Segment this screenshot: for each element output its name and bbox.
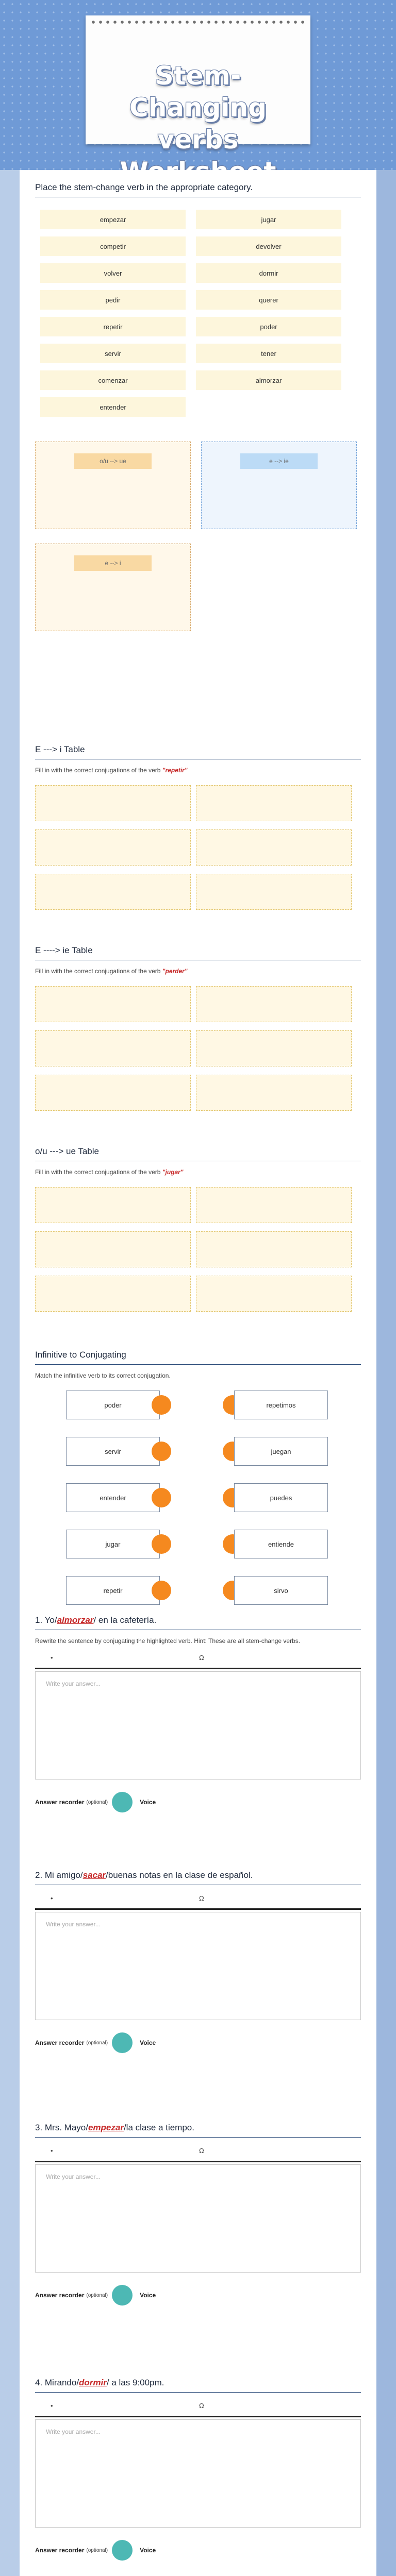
conjugation-cell[interactable] xyxy=(35,1231,191,1267)
question-sentence xyxy=(35,1615,361,1630)
match-right-item[interactable]: sirvo xyxy=(234,1576,328,1605)
editor-toolbar xyxy=(35,2145,361,2162)
match-right-item[interactable]: repetimos xyxy=(234,1391,328,1419)
section-title: o/u ---> ue Table xyxy=(35,1146,361,1161)
conjugation-cell[interactable] xyxy=(35,874,191,910)
verb-chip[interactable]: dormir xyxy=(196,263,341,283)
match-connector-dot[interactable] xyxy=(152,1395,171,1415)
answer-placeholder: Write your answer... xyxy=(46,2173,101,2180)
worksheet-title: Stem-Changing verbs xyxy=(129,61,267,155)
verb-chip[interactable]: servir xyxy=(40,344,186,363)
matching-section xyxy=(35,1350,361,1617)
worksheet-sheet xyxy=(20,170,376,2576)
answer-recorder xyxy=(35,2032,361,2053)
section-title: Infinitive to Conjugating xyxy=(35,1350,361,1365)
target-verb: "repetir" xyxy=(162,767,188,774)
recorder-label: Answer recorder xyxy=(35,2292,85,2299)
match-connector-dot[interactable] xyxy=(152,1534,171,1554)
conjugation-grid xyxy=(35,986,361,1111)
optional-label: (optional) xyxy=(86,2547,108,2553)
sort-prompt: Place the stem-change verb in the appropriate category. xyxy=(35,182,361,197)
highlighted-verb: almorzar xyxy=(57,1615,94,1625)
answer-placeholder: Write your answer... xyxy=(46,1921,101,1928)
optional-label: (optional) xyxy=(86,2292,108,2298)
conjugation-cell[interactable] xyxy=(35,829,191,866)
sentence-start: 4. Mirando/ xyxy=(35,2378,79,2387)
conjugation-cell[interactable] xyxy=(196,874,352,910)
verb-chip[interactable]: volver xyxy=(40,263,186,283)
target-verb: "perder" xyxy=(162,968,188,975)
rewrite-question xyxy=(35,1615,361,1812)
category-drop-zone[interactable] xyxy=(35,442,191,529)
match-right-item[interactable]: puedes xyxy=(234,1483,328,1512)
match-left-item[interactable]: entender xyxy=(66,1483,160,1512)
section-title: E ----> ie Table xyxy=(35,945,361,960)
conjugation-cell[interactable] xyxy=(196,1030,352,1066)
voice-label[interactable]: Voice xyxy=(140,2292,156,2299)
special-char-tool[interactable]: Ω xyxy=(199,1654,204,1662)
category-label: o/u --> ue xyxy=(74,453,152,469)
title-notepad xyxy=(86,15,310,155)
highlighted-verb: dormir xyxy=(79,2378,107,2387)
conjugation-cell[interactable] xyxy=(35,1075,191,1111)
conjugation-cell[interactable] xyxy=(35,986,191,1022)
sentence-end: /la clase a tiempo. xyxy=(123,2123,194,2132)
voice-label[interactable]: Voice xyxy=(140,2547,156,2554)
sentence-end: / a las 9:00pm. xyxy=(106,2378,164,2387)
conjugation-cell[interactable] xyxy=(196,1276,352,1312)
rewrite-question xyxy=(35,2378,361,2561)
editor-toolbar xyxy=(35,2400,361,2417)
instruction-text: Fill in with the correct conjugations of the verb xyxy=(35,1168,162,1176)
verb-chip[interactable]: poder xyxy=(196,317,341,336)
sentence-end: /buenas notas en la clase de español. xyxy=(106,1870,253,1880)
answer-placeholder: Write your answer... xyxy=(46,2428,101,2435)
answer-placeholder: Write your answer... xyxy=(46,1680,101,1687)
conjugation-cell[interactable] xyxy=(35,785,191,821)
conjugation-grid xyxy=(35,785,361,910)
highlighted-verb: empezar xyxy=(88,2123,124,2132)
sentence-start: 3. Mrs. Mayo/ xyxy=(35,2123,88,2132)
verb-chip[interactable]: querer xyxy=(196,290,341,310)
conjugation-cell[interactable] xyxy=(196,785,352,821)
question-sentence xyxy=(35,2378,361,2393)
match-left-item[interactable]: poder xyxy=(66,1391,160,1419)
target-verb: "jugar" xyxy=(162,1168,184,1176)
section-title: E ---> i Table xyxy=(35,744,361,759)
section-instructions xyxy=(35,1168,361,1176)
e-ie-table-section xyxy=(35,945,361,1111)
e-i-table-section xyxy=(35,744,361,910)
special-char-tool[interactable]: Ω xyxy=(199,2147,204,2155)
verb-chip[interactable]: almorzar xyxy=(196,370,341,390)
match-connector-dot[interactable] xyxy=(152,1488,171,1507)
sort-section xyxy=(35,182,361,648)
category-drop-zone[interactable] xyxy=(35,544,191,631)
verb-chip[interactable]: repetir xyxy=(40,317,186,336)
question-sentence xyxy=(35,2123,361,2138)
editor-toolbar xyxy=(35,1652,361,1669)
sentence-start: 1. Yo/ xyxy=(35,1615,57,1625)
editor-toolbar xyxy=(35,1892,361,1910)
optional-label: (optional) xyxy=(86,2040,108,2046)
conjugation-cell[interactable] xyxy=(196,1187,352,1223)
conjugation-cell[interactable] xyxy=(35,1187,191,1223)
rewrite-question xyxy=(35,2123,361,2306)
matching-area xyxy=(35,1391,361,1617)
match-left-item[interactable]: servir xyxy=(66,1437,160,1466)
match-right-item[interactable]: juegan xyxy=(234,1437,328,1466)
answer-textarea[interactable] xyxy=(35,1912,361,2020)
sentence-end: / en la cafetería. xyxy=(93,1615,157,1625)
category-label: e --> ie xyxy=(240,453,318,469)
conjugation-cell[interactable] xyxy=(196,1231,352,1267)
conjugation-cell[interactable] xyxy=(35,1030,191,1066)
highlighted-verb: sacar xyxy=(82,1870,106,1880)
bullet-tool[interactable]: • xyxy=(51,1654,53,1662)
microphone-icon[interactable] xyxy=(112,1792,133,1812)
verb-chip[interactable]: empezar xyxy=(40,210,186,229)
special-char-tool[interactable]: Ω xyxy=(199,1894,204,1902)
verb-chip[interactable]: entender xyxy=(40,397,186,417)
match-left-item[interactable]: repetir xyxy=(66,1576,160,1605)
verb-chip[interactable]: tener xyxy=(196,344,341,363)
conjugation-grid xyxy=(35,1187,361,1312)
answer-textarea[interactable] xyxy=(35,1671,361,1780)
microphone-icon[interactable] xyxy=(112,2540,133,2561)
match-connector-dot[interactable] xyxy=(152,1581,171,1600)
conjugation-cell[interactable] xyxy=(196,1075,352,1111)
microphone-icon[interactable] xyxy=(112,2285,133,2306)
microphone-icon[interactable] xyxy=(112,2032,133,2053)
bullet-tool[interactable]: • xyxy=(51,1894,53,1902)
recorder-label: Answer recorder xyxy=(35,2547,85,2554)
voice-label[interactable]: Voice xyxy=(140,1799,156,1806)
instruction-text: Fill in with the correct conjugations of the verb xyxy=(35,968,162,975)
verb-bank xyxy=(40,210,361,417)
voice-label[interactable]: Voice xyxy=(140,2039,156,2046)
section-instructions xyxy=(35,968,361,975)
rewrite-question xyxy=(35,1870,361,2053)
o-ue-table-section xyxy=(35,1146,361,1312)
special-char-tool[interactable]: Ω xyxy=(199,2402,204,2410)
match-left-item[interactable]: jugar xyxy=(66,1530,160,1558)
category-area xyxy=(35,442,361,648)
question-sentence xyxy=(35,1870,361,1885)
sentence-start: 2. Mi amigo/ xyxy=(35,1870,83,1880)
notepad-rings xyxy=(90,19,306,26)
verb-chip[interactable]: competir xyxy=(40,236,186,256)
answer-textarea[interactable] xyxy=(35,2164,361,2273)
optional-label: (optional) xyxy=(86,1799,108,1805)
question-instructions: Rewrite the sentence by conjugating the highlighted verb. Hint: These are all stem-change verbs. xyxy=(35,1637,301,1645)
verb-chip[interactable]: pedir xyxy=(40,290,186,310)
answer-recorder xyxy=(35,1792,361,1812)
instruction-text: Fill in with the correct conjugations of the verb xyxy=(35,767,162,774)
answer-textarea[interactable] xyxy=(35,2419,361,2528)
match-connector-dot[interactable] xyxy=(152,1442,171,1461)
verb-chip[interactable]: devolver xyxy=(196,236,341,256)
conjugation-cell[interactable] xyxy=(196,829,352,866)
match-right-item[interactable]: entiende xyxy=(234,1530,328,1558)
verb-chip[interactable]: comenzar xyxy=(40,370,186,390)
category-label: e --> i xyxy=(74,555,152,571)
side-background xyxy=(376,170,396,2576)
answer-recorder xyxy=(35,2540,361,2561)
verb-chip[interactable]: jugar xyxy=(196,210,341,229)
bullet-tool[interactable]: • xyxy=(51,2147,53,2155)
section-instructions: Match the infinitive verb to its correct conjugation. xyxy=(35,1372,171,1379)
recorder-label: Answer recorder xyxy=(35,1799,85,1806)
section-instructions xyxy=(35,767,361,774)
answer-recorder xyxy=(35,2285,361,2306)
conjugation-cell[interactable] xyxy=(196,986,352,1022)
recorder-label: Answer recorder xyxy=(35,2039,85,2046)
bullet-tool[interactable]: • xyxy=(51,2402,53,2410)
category-drop-zone[interactable] xyxy=(201,442,357,529)
conjugation-cell[interactable] xyxy=(35,1276,191,1312)
